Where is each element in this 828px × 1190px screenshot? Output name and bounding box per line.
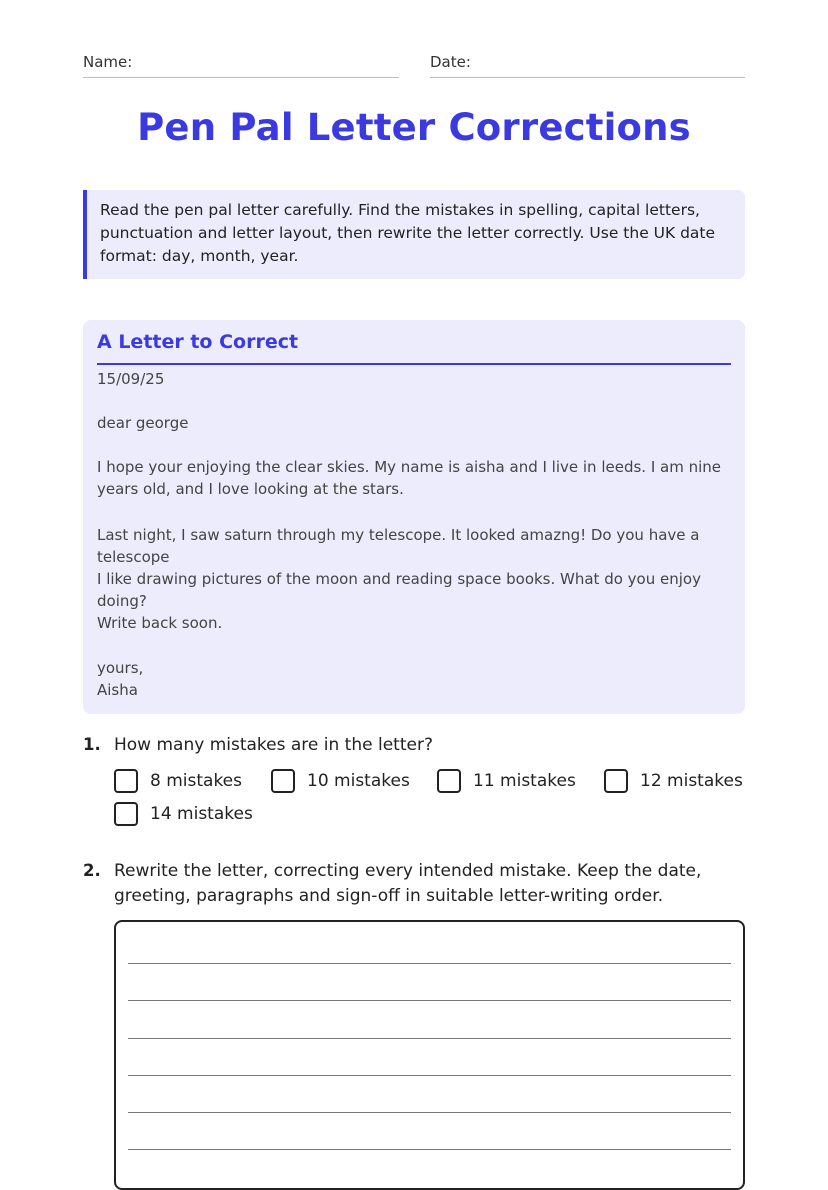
writing-line (128, 1000, 731, 1001)
instructions-text: Read the pen pal letter carefully. Find the mistakes in spelling, capital letters, punctuation and letter layout, then rewrite the letter correctly. Use the UK date format: day, month, year. (100, 201, 716, 265)
question-1-number: 1. (83, 735, 101, 754)
letter-closing: Write back soon. (97, 614, 223, 632)
letter-heading: A Letter to Correct (97, 320, 731, 365)
letter-greeting: dear george (97, 414, 189, 432)
letter-paragraph-3: I like drawing pictures of the moon and reading space books. What do you enjoy doing? (97, 570, 701, 610)
checkbox[interactable] (437, 769, 461, 793)
letter-date: 15/09/25 (97, 370, 165, 388)
name-field[interactable] (83, 52, 399, 78)
instructions-box (83, 190, 745, 279)
option-label: 12 mistakes (640, 771, 743, 791)
answer-writing-area[interactable] (114, 920, 745, 1190)
writing-line (128, 1149, 731, 1150)
letter-signoff: yours, (97, 659, 144, 677)
option-label: 10 mistakes (307, 771, 410, 791)
checkbox[interactable] (114, 769, 138, 793)
letter-paragraph-2: Last night, I saw saturn through my telescope. It looked amazng! Do you have a telescope (97, 526, 700, 566)
checkbox[interactable] (271, 769, 295, 793)
question-2-number: 2. (83, 861, 101, 880)
checkbox[interactable] (114, 802, 138, 826)
option-11-mistakes[interactable] (437, 767, 576, 795)
letter-box (83, 320, 745, 714)
question-1-text: How many mistakes are in the letter? (114, 735, 433, 755)
checkbox[interactable] (604, 769, 628, 793)
option-12-mistakes[interactable] (604, 767, 743, 795)
letter-paragraph-1: I hope your enjoying the clear skies. My name is aisha and I live in leeds. I am nine years old, and I love looking at the stars. (97, 458, 722, 498)
letter-signature: Aisha (97, 681, 138, 699)
date-field[interactable] (430, 52, 745, 78)
option-8-mistakes[interactable] (114, 767, 242, 795)
writing-line (128, 1075, 731, 1076)
writing-line (128, 1038, 731, 1039)
option-10-mistakes[interactable] (271, 767, 410, 795)
option-14-mistakes[interactable] (114, 800, 253, 828)
option-label: 14 mistakes (150, 804, 253, 824)
writing-line (128, 963, 731, 964)
writing-line (128, 1112, 731, 1113)
option-label: 11 mistakes (473, 771, 576, 791)
page-title: Pen Pal Letter Corrections (137, 106, 691, 149)
option-label: 8 mistakes (150, 771, 242, 791)
date-label: Date: (430, 53, 471, 71)
name-label: Name: (83, 53, 133, 71)
question-2-text: Rewrite the letter, correcting every intended mistake. Keep the date, greeting, paragraphs and sign-off in suitable letter-writing order. (114, 861, 702, 906)
